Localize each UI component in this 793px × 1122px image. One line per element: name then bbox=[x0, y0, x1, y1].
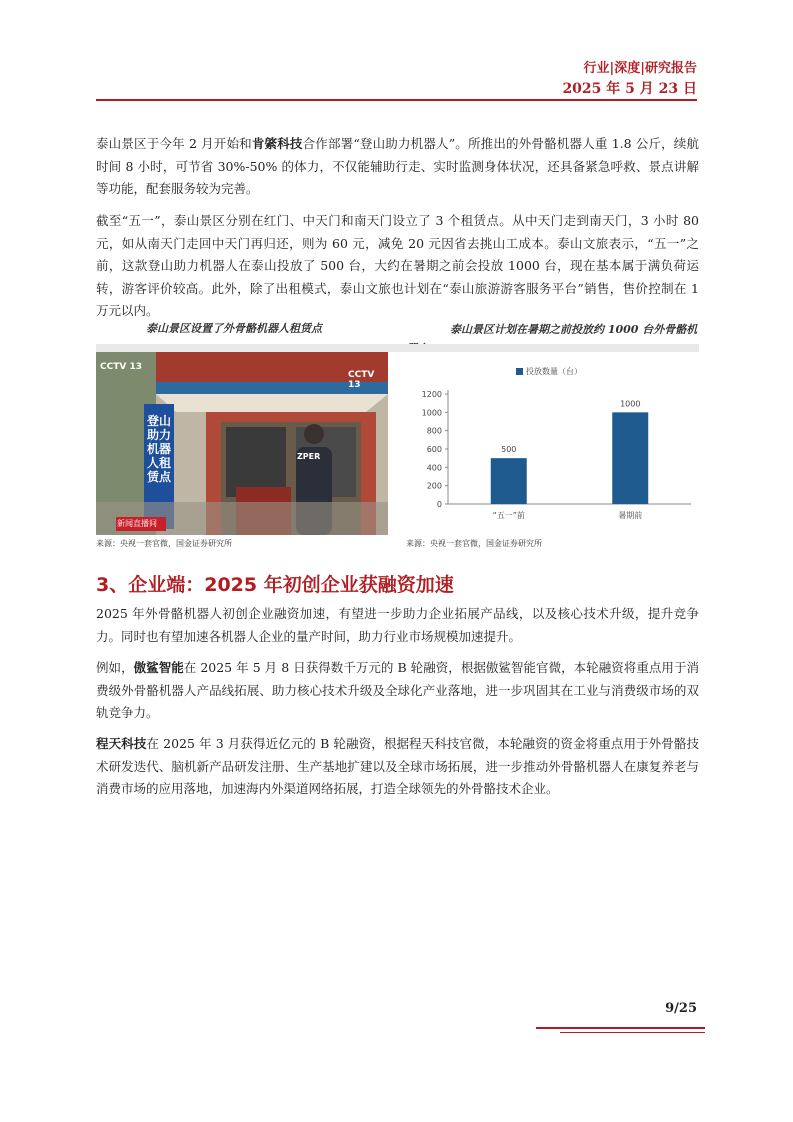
y-tick-label: 1200 bbox=[421, 390, 442, 399]
paragraph-aosha bbox=[96, 657, 699, 725]
paragraph-taishan-intro bbox=[96, 133, 699, 201]
company-kenqing: 肯綮科技 bbox=[251, 136, 303, 151]
para1-rest: 合作部署“登山助力机器人”。所推出的外骨骼机器人重 1.8 公斤，续航时间 8 小时，可节省 30%-50% 的体力，不仅能辅助行走、实时监测身体状况，还具备紧急呼救、景点讲解等功能，配套服务较为完善。 bbox=[96, 136, 699, 196]
rental-sign-text: 登山助力机器人租赁点 bbox=[146, 414, 171, 484]
para4-rest: 在 2025 年 5 月 8 日获得数千万元的 B 轮融资，根据傲鲨智能官微，本轮融资将重点用于消费级外骨骼机器人产品线拓展、助力核心技术升级及全球化产业落地，进一步巩固其在工业与消费级市场的双轨竞争力。 bbox=[96, 660, 699, 720]
bar-data-label: 500 bbox=[501, 445, 517, 455]
footer-line-thin bbox=[560, 1032, 705, 1033]
figure-left-source: 来源：央视一套官微，国金证券研究所 bbox=[96, 539, 232, 548]
company-chengtian: 程天科技 bbox=[96, 736, 147, 751]
para1-prefix: 泰山景区于今年 2 月开始和 bbox=[96, 136, 252, 151]
paragraph-chengtian bbox=[96, 733, 699, 801]
report-category: 行业|深度|研究报告 bbox=[583, 61, 697, 76]
figure-right-title: 泰山景区计划在暑期之前投放约 1000 台外骨骼机 bbox=[450, 323, 698, 336]
para4-prefix: 例如， bbox=[96, 660, 134, 675]
jacket-text: ZPER bbox=[297, 452, 321, 461]
bar-data-label: 1000 bbox=[620, 399, 641, 409]
footer-line bbox=[536, 1027, 705, 1029]
deployment-bar-chart bbox=[406, 352, 699, 535]
legend-label: 投放数量（台） bbox=[526, 367, 582, 376]
y-tick-label: 200 bbox=[426, 481, 442, 491]
y-tick-label: 1000 bbox=[421, 408, 442, 418]
cctv-watermark-right: CCTV 13 bbox=[348, 370, 375, 390]
para5-rest: 在 2025 年 3 月获得近亿元的 B 轮融资，根据程天科技官微，本轮融资的资金将重点用于外骨骼技术研发迭代、脑机新产品研发注册、生产基地扩建以及全球市场拓展，进一步推动外骨骼机器人在康复养老与消费市场的应用落地，加速海内外渠道网络拓展，打造全球领先的外骨骼技术企业。 bbox=[96, 736, 699, 796]
y-tick-label: 600 bbox=[426, 445, 442, 454]
bar bbox=[491, 458, 527, 504]
y-tick-label: 400 bbox=[426, 463, 442, 473]
news-tag: 新闻直播间 bbox=[117, 519, 157, 528]
paragraph-financing-overview: 2025 年外骨骼机器人初创企业融资加速，有望进一步助力企业拓展产品线，以及核心技术升级，提升竞争力。同时也有望加速各机器人企业的量产时间，助力行业市场规模加速提升。 bbox=[96, 606, 699, 644]
x-tick-label: 暑期前 bbox=[618, 511, 643, 520]
section-title: 3、企业端：2025 年初创企业获融资加速 bbox=[96, 574, 454, 596]
paragraph-rental-points: 截至“五一”，泰山景区分别在红门、中天门和南天门设立了 3 个租赁点。从中天门走到南天门，3 小时 80 元，如从南天门走回中天门再归还，则为 60 元，减免 20 元因省去挑山工成本。泰山文旅表示，“五一”之前，这款登山助力机器人在泰山投放了 500 台，大约在暑期之前会投放 1000 台，现在基本属于满负荷运转，游客评价较高。此外，除了出租模式，泰山文旅也计划在“泰山旅游游客服务平台”销售，售价控制在 1 万元以内。 bbox=[96, 213, 699, 318]
page-number: 9/25 bbox=[665, 1001, 697, 1016]
header-divider bbox=[96, 99, 697, 101]
rental-point-photo-graphic bbox=[96, 352, 388, 535]
company-aosha: 傲鲨智能 bbox=[133, 660, 184, 675]
figure-left-title: 泰山景区设置了外骨骼机器人租赁点 bbox=[146, 322, 322, 335]
y-tick-label: 0 bbox=[436, 500, 442, 509]
bar bbox=[612, 412, 648, 504]
figure-band bbox=[96, 344, 699, 352]
figure-right-source: 来源：央视一套官微，国金证券研究所 bbox=[406, 539, 542, 548]
legend-swatch bbox=[516, 368, 523, 375]
rental-point-photo bbox=[96, 352, 388, 535]
report-date: 2025 年 5 月 23 日 bbox=[562, 81, 697, 97]
deployment-bar-chart-svg bbox=[406, 352, 699, 535]
y-tick-label: 800 bbox=[426, 426, 442, 436]
cctv-watermark-left: CCTV 13 bbox=[100, 362, 142, 372]
x-tick-label: “五一”前 bbox=[492, 511, 525, 520]
